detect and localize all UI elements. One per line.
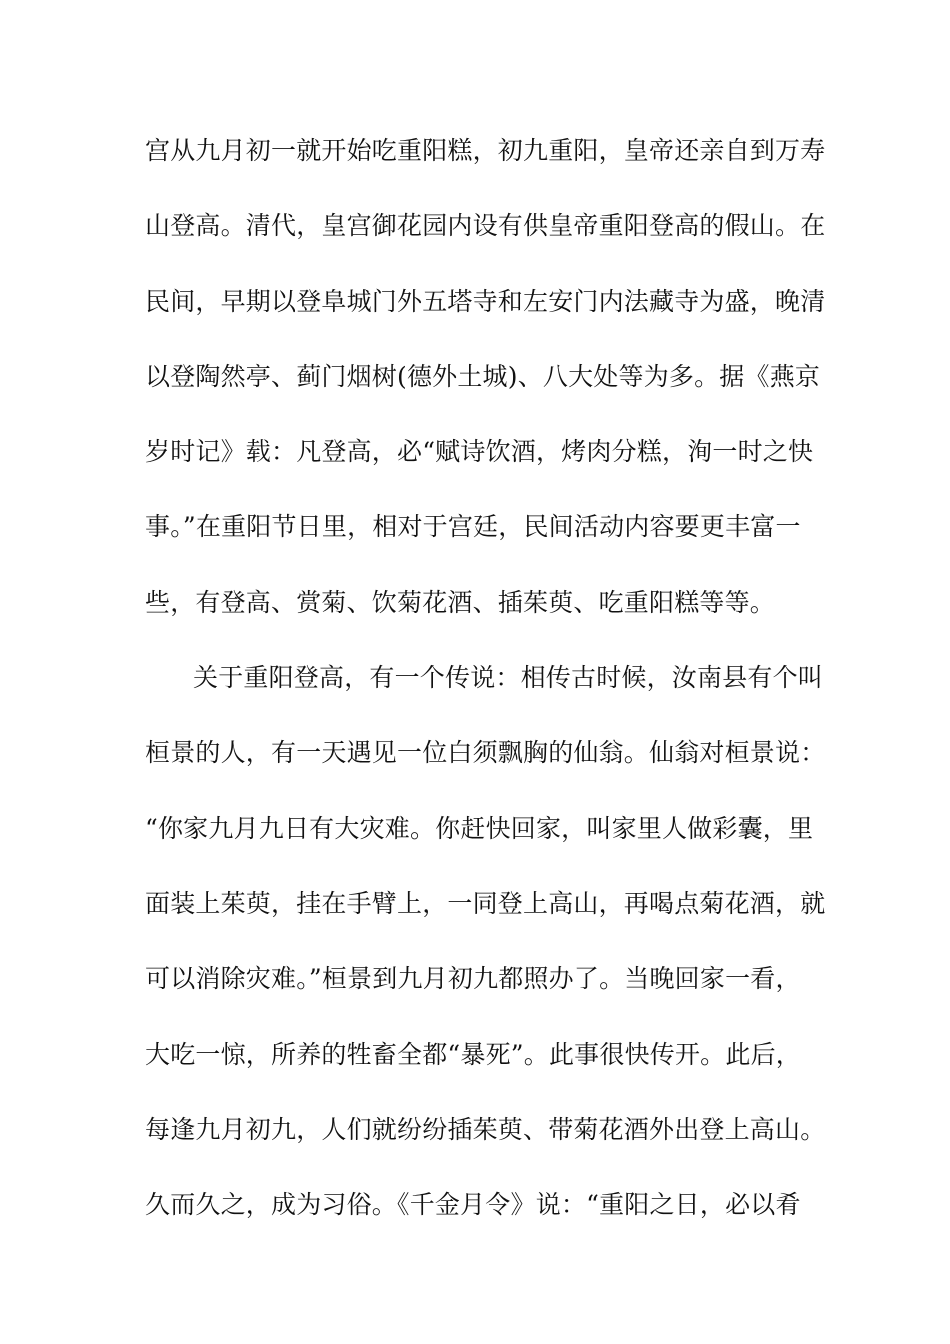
body-text [145, 128, 826, 1257]
text-line: 可以消除灾难。”桓景到九月初九都照办了。当晚回家一看， [145, 964, 801, 994]
text-line: 山登高。清代，皇宫御花园内设有供皇帝重阳登高的假山。在 [145, 211, 826, 241]
text-line: 桓景的人，有一天遇见一位白须飘胸的仙翁。仙翁对桓景说： [145, 738, 826, 768]
text-line: 以登陶然亭、蓟门烟树(德外土城)、八大处等为多。据《燕京 [145, 361, 821, 391]
text-line: 岁时记》载：凡登高，必“赋诗饮酒，烤肉分糕，洵一时之快 [145, 437, 814, 467]
text-line: 每逢九月初九，人们就纷纷插茱萸、带菊花酒外出登上高山。 [145, 1114, 826, 1144]
text-line: 些，有登高、赏菊、饮菊花酒、插茱萸、吃重阳糕等等。 [145, 587, 776, 617]
text-line: 面装上茱萸，挂在手臂上，一同登上高山，再喝点菊花酒，就 [145, 888, 826, 918]
text-line: 大吃一惊，所养的牲畜全都“暴死”。此事很快传开。此后， [145, 1039, 801, 1069]
text-line: 久而久之，成为习俗。《千金月令》说：“重阳之日，必以肴 [145, 1190, 801, 1220]
text-line: 宫从九月初一就开始吃重阳糕，初九重阳，皇帝还亲自到万寿 [145, 136, 826, 165]
text-line: 民间，早期以登阜城门外五塔寺和左安门内法藏寺为盛，晚清 [145, 286, 826, 316]
text-line: 事。”在重阳节日里，相对于宫廷，民间活动内容要更丰富一 [145, 512, 801, 542]
text-line: “你家九月九日有大灾难。你赶快回家，叫家里人做彩囊，里 [145, 813, 814, 843]
paragraph-start-line: 关于重阳登高，有一个传说：相传古时候，汝南县有个叫 [193, 663, 824, 693]
